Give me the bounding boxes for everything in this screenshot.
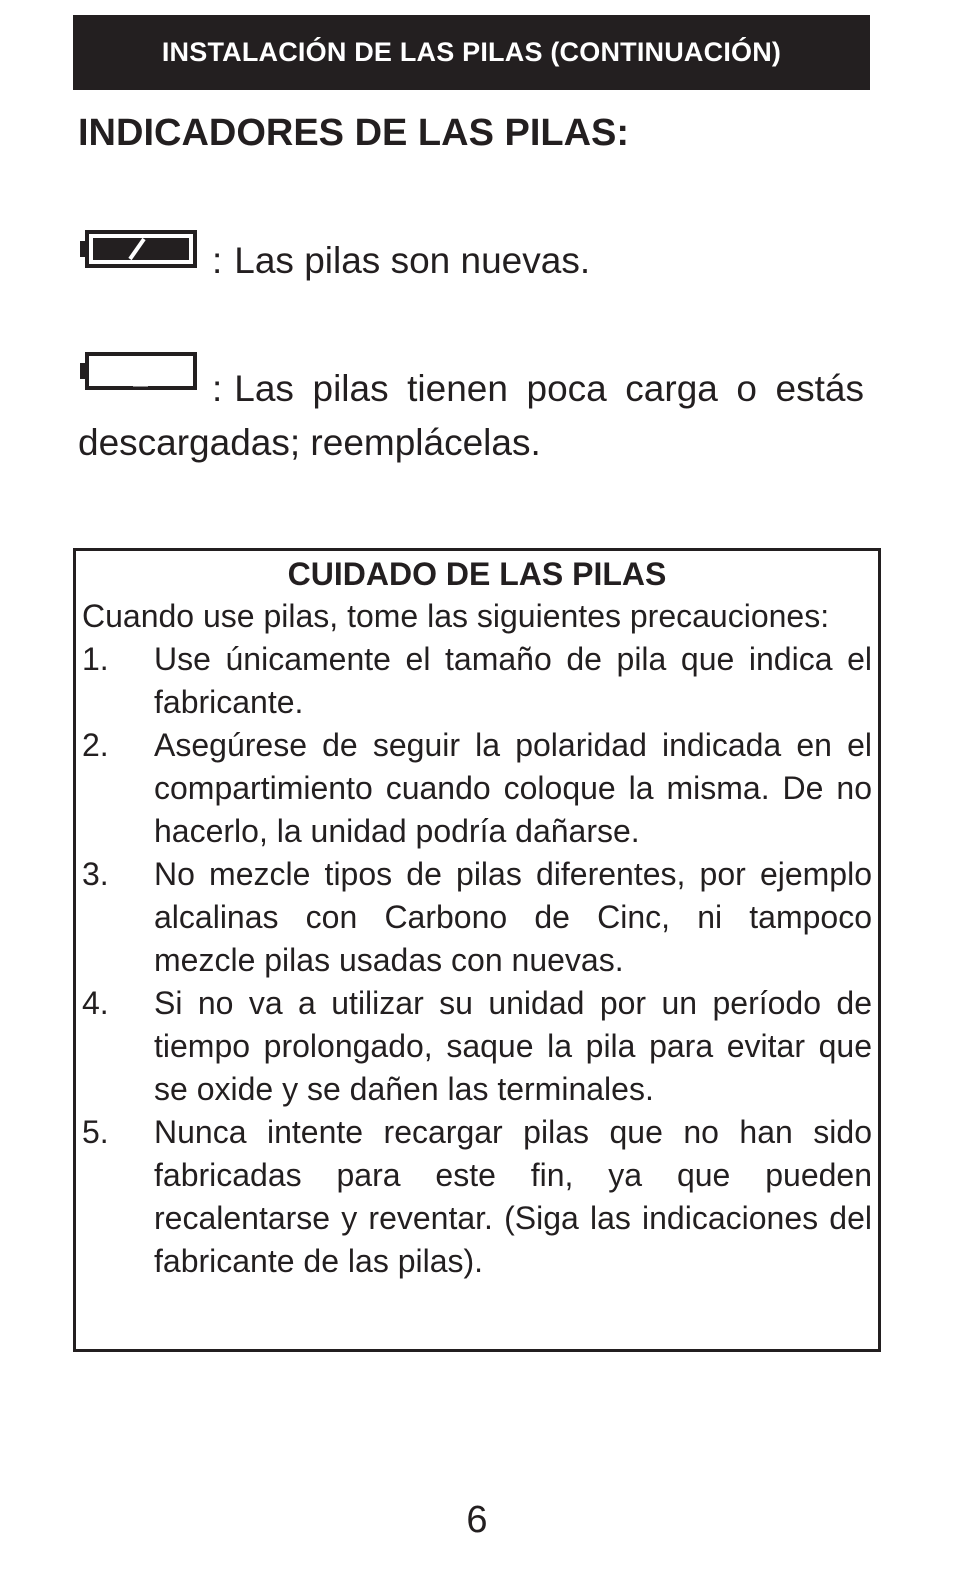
list-item-text: Asegúrese de seguir la polaridad indicada en el compartimiento cuando coloque la misma. De no hacerlo, la unidad podría dañarse. <box>154 727 872 849</box>
list-item <box>82 724 872 853</box>
header-title: INSTALACIÓN DE LAS PILAS (CONTINUACIÓN) <box>161 37 782 67</box>
indicator-full-text: Las pilas son nuevas. <box>234 240 591 281</box>
indicator-full <box>78 236 864 290</box>
list-item <box>82 1111 872 1283</box>
list-item-text: Si no va a utilizar su unidad por un período de tiempo prolongado, saque la pila para evitar que se oxide y se dañen las terminales. <box>154 985 872 1107</box>
page-header <box>73 15 870 90</box>
list-item <box>82 853 872 982</box>
list-item-number: 4. <box>82 985 109 1021</box>
page-number: 6 <box>466 1499 488 1541</box>
care-title: CUIDADO DE LAS PILAS <box>287 556 667 592</box>
list-item <box>82 982 872 1111</box>
care-intro: Cuando use pilas, tome las siguientes precauciones: <box>82 598 830 634</box>
list-item-text: No mezcle tipos de pilas diferentes, por ejemplo alcalinas con Carbono de Cinc, ni tampoco mezcle pilas usadas con nuevas. <box>154 856 872 978</box>
list-item-text: Use únicamente el tamaño de pila que indica el fabricante. <box>154 641 872 720</box>
list-item-number: 1. <box>82 641 109 677</box>
battery-care-box <box>73 548 881 1352</box>
indicator-low-text: Las pilas tienen poca carga o estás descargadas; reemplácelas. <box>78 368 864 463</box>
list-item-text: Nunca intente recargar pilas que no han sido fabricadas para este fin, ya que pueden recalentarse y reventar. (Siga las indicaciones del fabricante de las pilas). <box>154 1114 872 1279</box>
indicator-low-colon: : <box>212 368 223 409</box>
battery-full-icon <box>78 237 198 290</box>
care-list <box>82 638 872 1283</box>
battery-empty-icon <box>78 365 198 418</box>
list-item-number: 3. <box>82 856 109 892</box>
list-item-number: 2. <box>82 727 109 763</box>
list-item <box>82 638 872 724</box>
indicator-full-colon: : <box>212 240 223 281</box>
section-title: INDICADORES DE LAS PILAS: <box>78 112 630 154</box>
list-item-number: 5. <box>82 1114 109 1150</box>
indicator-low <box>78 364 864 468</box>
